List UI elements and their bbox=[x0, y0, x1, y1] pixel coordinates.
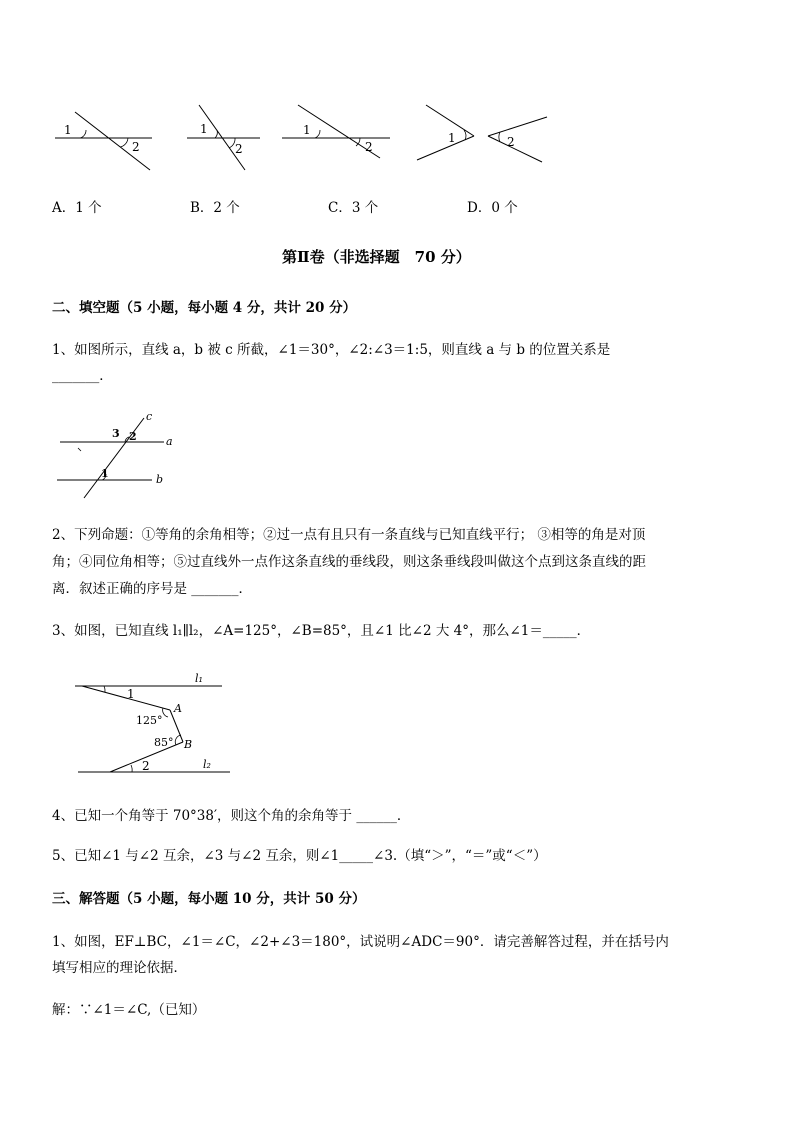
part3-q1-line1: 1、如图，EF⊥BC，∠1＝∠C，∠2+∠3＝180°，试说明∠ADC＝90°．请完善解答过程，并在括号内 bbox=[52, 934, 669, 950]
angle-label-2: 2 bbox=[235, 142, 243, 156]
line-l1-label: l₁ bbox=[195, 672, 203, 685]
angle-a-value: 125° bbox=[136, 714, 163, 727]
angle-label-1: 1 bbox=[303, 123, 311, 137]
option-figure-2 bbox=[185, 100, 265, 175]
angle-label-2: 2 bbox=[142, 759, 150, 773]
line-l2-label: l₂ bbox=[203, 758, 211, 771]
option-a: A．1 个 bbox=[52, 200, 102, 216]
part2-q4: 4、已知一个角等于 70°38′，则这个角的余角等于 ______． bbox=[52, 808, 411, 824]
point-b-label: B bbox=[184, 738, 193, 751]
angle-label-1: 1 bbox=[64, 123, 72, 137]
angle-b-value: 85° bbox=[154, 736, 174, 749]
part2-q2-line2: 角；④同位角相等；⑤过直线外一点作这条直线的垂线段，则这条垂线段叫做这个点到这条直线的距 bbox=[52, 554, 646, 570]
angle-label-2: 2 bbox=[132, 140, 140, 154]
angle-label-2: 2 bbox=[507, 135, 515, 149]
part2-q1-figure bbox=[52, 410, 182, 500]
part2-q2-line1: 2、下列命题：①等角的余角相等；②过一点有且只有一条直线与已知直线平行； ③相等的角是对顶 bbox=[52, 527, 646, 543]
part2-q1-line2: _______． bbox=[52, 368, 113, 384]
line-b-label: b bbox=[156, 473, 164, 486]
line-a-label: a bbox=[166, 435, 173, 448]
part2-q3-line1: 3、如图，已知直线 l₁∥l₂，∠A=125°，∠B=85°，且∠1 比∠2 大 4°，那么∠1＝_____． bbox=[52, 623, 591, 639]
option-b: B．2 个 bbox=[190, 200, 240, 216]
option-figure-1 bbox=[50, 100, 160, 175]
angle-label-2: 2 bbox=[365, 140, 373, 154]
angle-label-2: 2 bbox=[129, 430, 137, 443]
part2-q1-line1: 1、如图所示，直线 a，b 被 c 所截，∠1＝30°，∠2:∠3＝1:5，则直线 a 与 b 的位置关系是 bbox=[52, 342, 611, 358]
point-a-label: A bbox=[174, 702, 182, 715]
part3-q1-line3: 解：∵∠1＝∠C,（已知） bbox=[52, 1002, 206, 1018]
option-figure-3 bbox=[280, 100, 395, 165]
angle-label-1: 1 bbox=[101, 467, 109, 480]
angle-label-1: 1 bbox=[127, 687, 135, 701]
line-c-label: c bbox=[146, 410, 153, 423]
angle-label-3: 3 bbox=[112, 427, 120, 440]
part2-q3-figure bbox=[70, 668, 235, 780]
part3-heading: 三、解答题（5 小题，每小题 10 分，共计 50 分） bbox=[52, 891, 366, 907]
part3-q1-line2: 填写相应的理论依据． bbox=[52, 960, 187, 976]
part2-heading: 二、填空题（5 小题，每小题 4 分，共计 20 分） bbox=[52, 300, 357, 316]
angle-label-1: 1 bbox=[448, 131, 456, 145]
option-d: D．0 个 bbox=[467, 200, 518, 216]
option-figure-4 bbox=[412, 100, 552, 165]
angle-label-1: 1 bbox=[200, 122, 208, 136]
part2-q2-line3: 离．叙述正确的序号是 _______． bbox=[52, 581, 253, 597]
option-c: C．3 个 bbox=[328, 200, 379, 216]
section-title: 第Ⅱ卷（非选择题 70 分） bbox=[282, 248, 471, 266]
part2-q5: 5、已知∠1 与∠2 互余，∠3 与∠2 互余，则∠1_____∠3.（填“＞”，“＝”或“＜”） bbox=[52, 848, 547, 864]
